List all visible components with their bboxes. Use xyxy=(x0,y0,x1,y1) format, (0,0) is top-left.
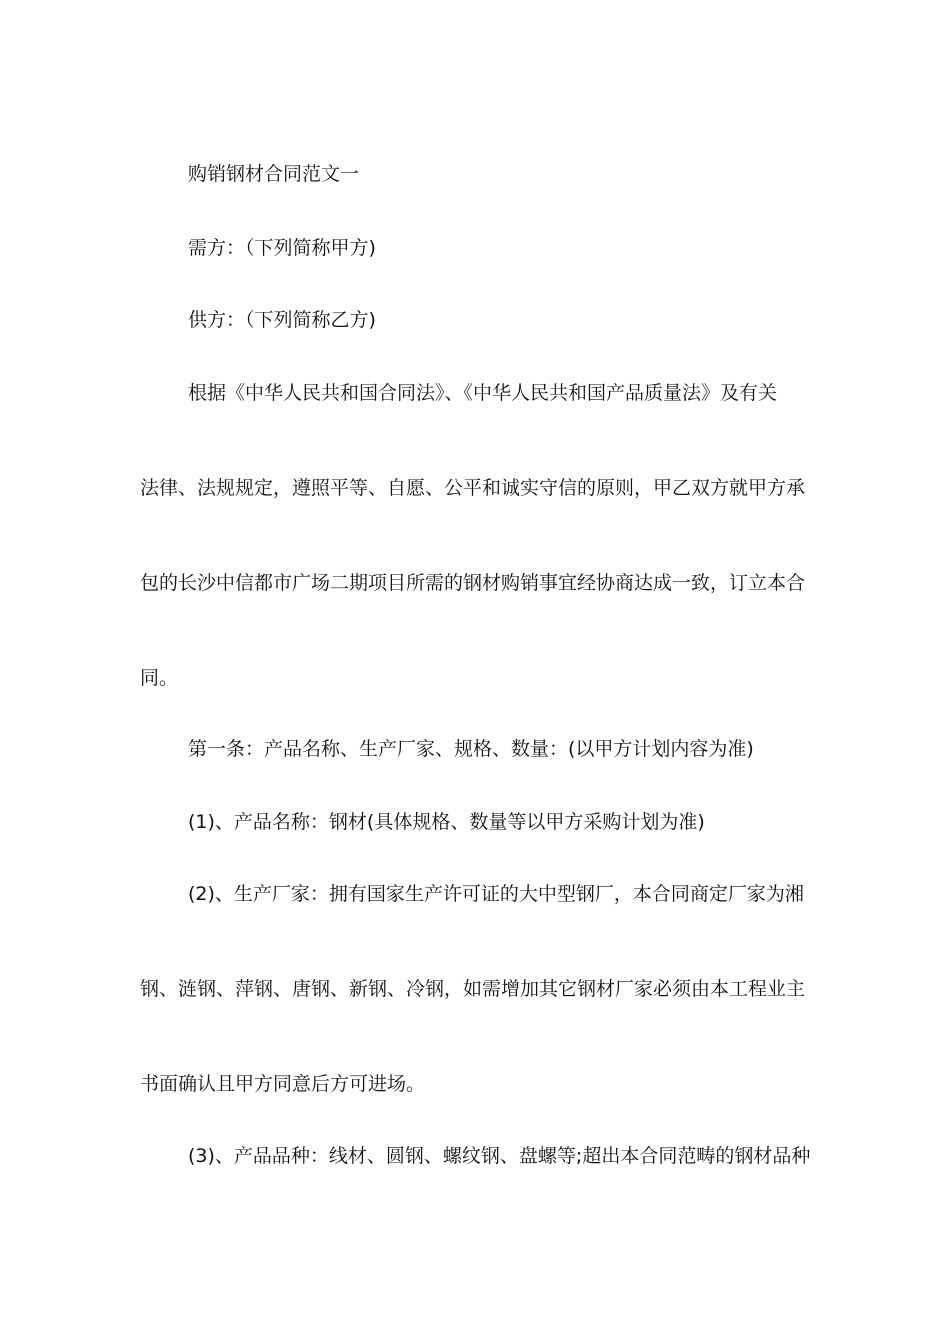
buyer-line: 需方：（下列简称甲方) xyxy=(188,237,376,259)
preamble-line-2: 法律、法规规定，遵照平等、自愿、公平和诚实守信的原则，甲乙双方就甲方承 xyxy=(140,477,806,499)
item-2-line-2: 钢、涟钢、萍钢、唐钢、新钢、冷钢，如需增加其它钢材厂家必须由本工程业主 xyxy=(140,978,806,1000)
item-1-line: (1)、产品名称：钢材(具体规格、数量等以甲方采购计划为准) xyxy=(188,811,705,833)
item-2-line-3: 书面确认且甲方同意后方可进场。 xyxy=(140,1073,426,1095)
preamble-line-4: 同。 xyxy=(140,667,179,689)
preamble-line-3: 包的长沙中信都市广场二期项目所需的钢材购销事宜经协商达成一致，订立本合 xyxy=(140,572,806,594)
document-title: 购销钢材合同范文一 xyxy=(188,163,360,185)
preamble-line-1: 根据《中华人民共和国合同法》、《中华人民共和国产品质量法》及有关 xyxy=(188,382,778,404)
seller-line: 供方：（下列简称乙方) xyxy=(188,309,376,331)
item-3-line-1: (3)、产品品种：线材、圆钢、螺纹钢、盘螺等;超出本合同范畴的钢材品种 xyxy=(188,1145,811,1167)
item-2-line-1: (2)、生产厂家：拥有国家生产许可证的大中型钢厂，本合同商定厂家为湘 xyxy=(188,883,804,905)
article-1-heading: 第一条：产品名称、生产厂家、规格、数量：(以甲方计划内容为准) xyxy=(188,738,754,760)
